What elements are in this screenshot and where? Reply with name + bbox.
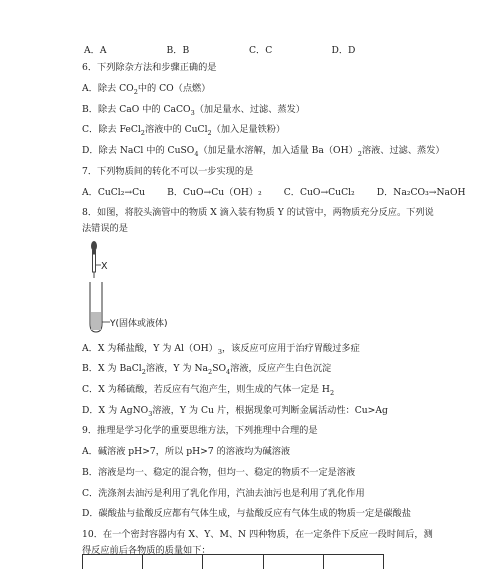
q10-mass-table xyxy=(82,554,384,569)
q10-stem-line1: 10．在一个密封容器内有 X、Y、M、N 四种物质，在一定条件下反应一段时间后，测 xyxy=(82,529,433,540)
q7-option-a[interactable]: A．CuCl₂→Cu xyxy=(82,187,146,198)
q6-stem: 6．下列除杂方法和步骤正确的是 xyxy=(82,62,217,73)
dropper-test-tube-figure xyxy=(84,238,214,336)
q8-stem-line2: 法错误的是 xyxy=(82,223,128,234)
table-cell xyxy=(143,555,203,569)
q7-option-d[interactable]: D．Na₂CO₃→NaOH xyxy=(376,187,466,198)
q8-option-b[interactable]: B．X 为 BaCl$_2$溶液，Y 为 $Na_2SO_4$溶液，反应产生白色沉淀 xyxy=(82,363,332,376)
q9-option-b[interactable]: B．溶液是均一、稳定的混合物，但均一、稳定的物质不一定是溶液 xyxy=(82,467,356,478)
table-cell xyxy=(264,555,324,569)
q9-option-d[interactable]: D．碳酸盐与盐酸反应都有气体生成，与盐酸反应有气体生成的物质一定是碳酸盐 xyxy=(82,508,411,519)
q9-stem: 9．推理是学习化学的重要思维方法，下列推理中合理的是 xyxy=(82,425,318,436)
q9-option-c[interactable]: C．洗涤剂去油污是利用了乳化作用，汽油去油污也是利用了乳化作用 xyxy=(82,488,365,499)
dropper-icon xyxy=(91,241,97,278)
test-tube-icon xyxy=(90,282,102,332)
q7-stem: 7．下列物质间的转化不可以一步实现的是 xyxy=(82,166,254,177)
q8-stem-line1: 8．如图，将胶头滴管中的物质 X 滴入装有物质 Y 的试管中，两物质充分反应。下列说 xyxy=(82,207,434,218)
q6-option-d[interactable]: D．除去 NaCl 中的 CuSO$_4$（加足量水溶解，加入适量 $Ba(OH)_2$溶液、过滤、蒸发） xyxy=(82,145,445,158)
q6-option-c[interactable]: C．除去 FeCl$_2$溶液中的 CuCl$_2$（加入足量铁粉） xyxy=(82,124,286,137)
label-x: X xyxy=(101,261,108,272)
q10-stem-line2: 得反应前后各物质的质量如下： xyxy=(82,545,211,556)
q5-option-d[interactable]: D．D xyxy=(331,45,356,56)
q9-option-a[interactable]: A．碱溶液 pH>7，所以 pH>7 的溶液均为碱溶液 xyxy=(82,446,291,457)
q8-option-a[interactable]: A．X 为稀盐酸，Y 为 $Al(OH)_3$，该反应可应用于治疗胃酸过多症 xyxy=(82,343,360,356)
table-cell xyxy=(203,555,263,569)
q5-options xyxy=(84,42,414,56)
q5-option-b[interactable]: B．B xyxy=(166,45,190,56)
q5-option-a[interactable]: A．A xyxy=(84,45,107,56)
q6-option-b[interactable]: B．除去 CaO 中的 CaCO$_3$（加足量水、过滤、蒸发） xyxy=(82,104,305,117)
q8-option-d[interactable]: D．X 为 AgNO$_3$溶液，Y 为 Cu 片，根据现象可判断金属活动性：Cu>Ag xyxy=(82,405,388,418)
q5-option-c[interactable]: C．C xyxy=(249,45,273,56)
q7-option-c[interactable]: C．CuO→CuCl₂ xyxy=(283,187,355,198)
table-cell xyxy=(83,555,143,569)
q6-option-a[interactable]: A．除去 $CO_2$中的 CO（点燃） xyxy=(82,83,211,96)
table-cell xyxy=(324,555,383,569)
q8-option-c[interactable]: C．X 为稀硫酸，若反应有气泡产生，则生成的气体一定是 $H_2$ xyxy=(82,384,335,397)
q7-options xyxy=(82,187,482,199)
label-y: Y(固体或液体) xyxy=(110,319,168,329)
q7-option-b[interactable]: B．CuO→Cu（OH）₂ xyxy=(167,187,262,198)
